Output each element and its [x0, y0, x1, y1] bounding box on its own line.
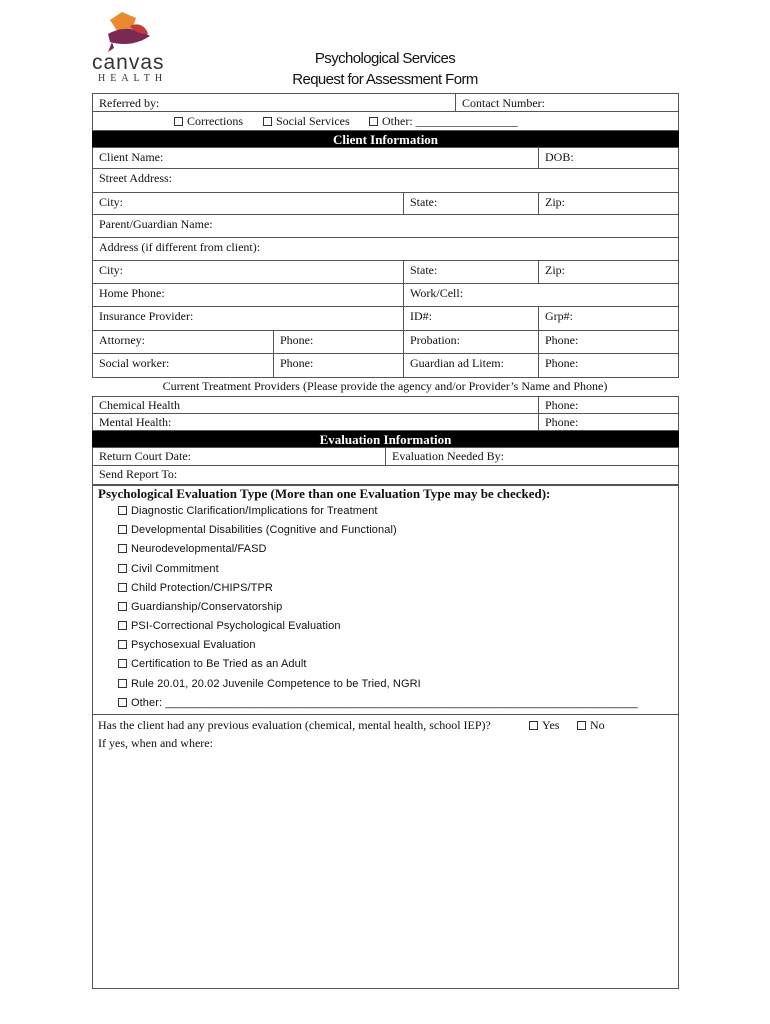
- checkbox[interactable]: [118, 506, 127, 515]
- logo-subtext: HEALTH: [98, 73, 168, 84]
- eval-type-option[interactable]: [118, 543, 267, 555]
- send-report-row: [92, 465, 679, 485]
- alt-address-field[interactable]: Address (if different from client):: [99, 240, 261, 254]
- send-report-to-field[interactable]: Send Report To:: [99, 467, 178, 481]
- guardian-ad-litem-phone-field[interactable]: Phone:: [538, 354, 678, 377]
- eval-type-label: Civil Commitment: [131, 563, 219, 575]
- eval-type-option[interactable]: [118, 639, 256, 651]
- eval-type-label: Diagnostic Clarification/Implications for Treatment: [131, 505, 378, 517]
- street-address-field[interactable]: Street Address:: [99, 171, 172, 185]
- label-no: No: [590, 718, 605, 732]
- grp-field[interactable]: Grp#:: [538, 307, 678, 330]
- eval-type-option[interactable]: [118, 658, 307, 670]
- city2-row: [92, 260, 679, 284]
- social-worker-phone-field[interactable]: Phone:: [273, 354, 403, 377]
- eval-type-option[interactable]: [118, 697, 638, 709]
- eval-type-option[interactable]: [118, 563, 219, 575]
- option-other[interactable]: [369, 114, 518, 129]
- phone-row: [92, 283, 679, 307]
- id-field[interactable]: ID#:: [403, 307, 538, 330]
- eval-type-label: Neurodevelopmental/FASD: [131, 543, 267, 555]
- label-other: Other: _________________: [382, 114, 518, 128]
- evaluation-type-heading: Psychological Evaluation Type (More than one Evaluation Type may be checked):: [98, 486, 551, 501]
- eval-type-label: Other: ____________________________________________________________________________: [131, 697, 638, 709]
- social-worker-row: [92, 353, 679, 378]
- checkbox[interactable]: [118, 602, 127, 611]
- checkbox[interactable]: [118, 525, 127, 534]
- checkbox-yes[interactable]: [529, 721, 538, 730]
- referral-options-row: [92, 111, 679, 131]
- city-field[interactable]: City:: [99, 195, 124, 209]
- divider: [92, 714, 679, 715]
- court-date-row: [92, 447, 679, 466]
- eval-type-label: Rule 20.01, 20.02 Juvenile Competence to be Tried, NGRI: [131, 678, 421, 690]
- attorney-phone-field[interactable]: Phone:: [273, 331, 403, 353]
- city-row: [92, 192, 679, 215]
- label-corrections: Corrections: [187, 114, 243, 128]
- checkbox[interactable]: [118, 640, 127, 649]
- checkbox[interactable]: [118, 544, 127, 553]
- eval-type-option[interactable]: [118, 505, 378, 517]
- option-corrections[interactable]: [174, 114, 243, 129]
- city2-field[interactable]: City:: [99, 263, 124, 277]
- eval-type-option[interactable]: [118, 601, 282, 613]
- chemical-health-row: [92, 396, 679, 414]
- eval-type-label: Guardianship/Conservatorship: [131, 601, 283, 613]
- mental-health-row: [92, 413, 679, 431]
- attorney-field[interactable]: Attorney:: [99, 333, 145, 347]
- checkbox[interactable]: [118, 679, 127, 688]
- guardian-ad-litem-field[interactable]: Guardian ad Litem:: [403, 354, 538, 377]
- checkbox[interactable]: [118, 583, 127, 592]
- previous-evaluation-question: Has the client had any previous evaluation (chemical, mental health, school IEP)?: [98, 718, 491, 732]
- zip2-field[interactable]: Zip:: [538, 261, 678, 283]
- mental-health-field[interactable]: Mental Health:: [99, 415, 172, 429]
- eval-type-label: Psychosexual Evaluation: [131, 639, 256, 651]
- mental-health-phone-field[interactable]: Phone:: [538, 414, 678, 430]
- providers-heading: Current Treatment Providers (Please provide the agency and/or Provider’s Name and Phone): [162, 379, 608, 393]
- probation-phone-field[interactable]: Phone:: [538, 331, 678, 353]
- guardian-row: [92, 214, 679, 238]
- checkbox[interactable]: [118, 698, 127, 707]
- zip-field[interactable]: Zip:: [538, 193, 678, 214]
- option-social-services[interactable]: [263, 114, 350, 129]
- street-row: [92, 168, 679, 193]
- evaluation-information-header: Evaluation Information: [92, 431, 679, 448]
- client-name-field[interactable]: Client Name:: [99, 150, 164, 164]
- guardian-name-field[interactable]: Parent/Guardian Name:: [99, 217, 213, 231]
- label-social-services: Social Services: [276, 114, 350, 128]
- contact-number-field[interactable]: Contact Number:: [455, 94, 678, 111]
- client-information-header: Client Information: [92, 131, 679, 148]
- checkbox-no[interactable]: [577, 721, 586, 730]
- chemical-health-phone-field[interactable]: Phone:: [538, 397, 678, 413]
- checkbox-corrections[interactable]: [174, 117, 183, 126]
- eval-type-label: Child Protection/CHIPS/TPR: [131, 582, 273, 594]
- referred-by-field[interactable]: Referred by:: [99, 96, 160, 110]
- previous-eval-yes[interactable]: [529, 718, 559, 733]
- home-phone-field[interactable]: Home Phone:: [99, 286, 165, 300]
- insurance-row: [92, 306, 679, 331]
- eval-type-option[interactable]: [118, 582, 273, 594]
- dob-field[interactable]: DOB:: [538, 148, 678, 168]
- previous-eval-no[interactable]: [577, 718, 605, 733]
- attorney-row: [92, 330, 679, 354]
- eval-type-label: Developmental Disabilities (Cognitive and Functional): [131, 524, 397, 536]
- probation-field[interactable]: Probation:: [403, 331, 538, 353]
- checkbox-other[interactable]: [369, 117, 378, 126]
- return-court-date-field[interactable]: Return Court Date:: [99, 449, 191, 463]
- eval-type-option[interactable]: [118, 678, 421, 690]
- eval-type-option[interactable]: [118, 524, 397, 536]
- page-subtitle: Request for Assessment Form: [292, 71, 478, 88]
- evaluation-needed-by-field[interactable]: Evaluation Needed By:: [385, 448, 678, 465]
- checkbox-social-services[interactable]: [263, 117, 272, 126]
- page-title: Psychological Services: [314, 50, 456, 67]
- work-cell-field[interactable]: Work/Cell:: [403, 284, 678, 306]
- chemical-health-field[interactable]: Chemical Health: [99, 398, 180, 412]
- checkbox[interactable]: [118, 564, 127, 573]
- checkbox[interactable]: [118, 621, 127, 630]
- if-yes-when-where[interactable]: If yes, when and where:: [98, 736, 213, 750]
- state-field[interactable]: State:: [403, 193, 538, 214]
- eval-type-label: Certification to Be Tried as an Adult: [131, 658, 307, 670]
- referral-row: [92, 93, 679, 112]
- state2-field[interactable]: State:: [403, 261, 538, 283]
- eval-type-option[interactable]: [118, 620, 341, 632]
- label-yes: Yes: [542, 718, 560, 732]
- client-name-row: [92, 147, 679, 169]
- checkbox[interactable]: [118, 659, 127, 668]
- eval-type-label: PSI-Correctional Psychological Evaluation: [131, 620, 341, 632]
- address-diff-row: [92, 237, 679, 261]
- logo-wordmark: canvas: [92, 51, 165, 74]
- social-worker-field[interactable]: Social worker:: [99, 356, 170, 370]
- insurance-provider-field[interactable]: Insurance Provider:: [99, 309, 194, 323]
